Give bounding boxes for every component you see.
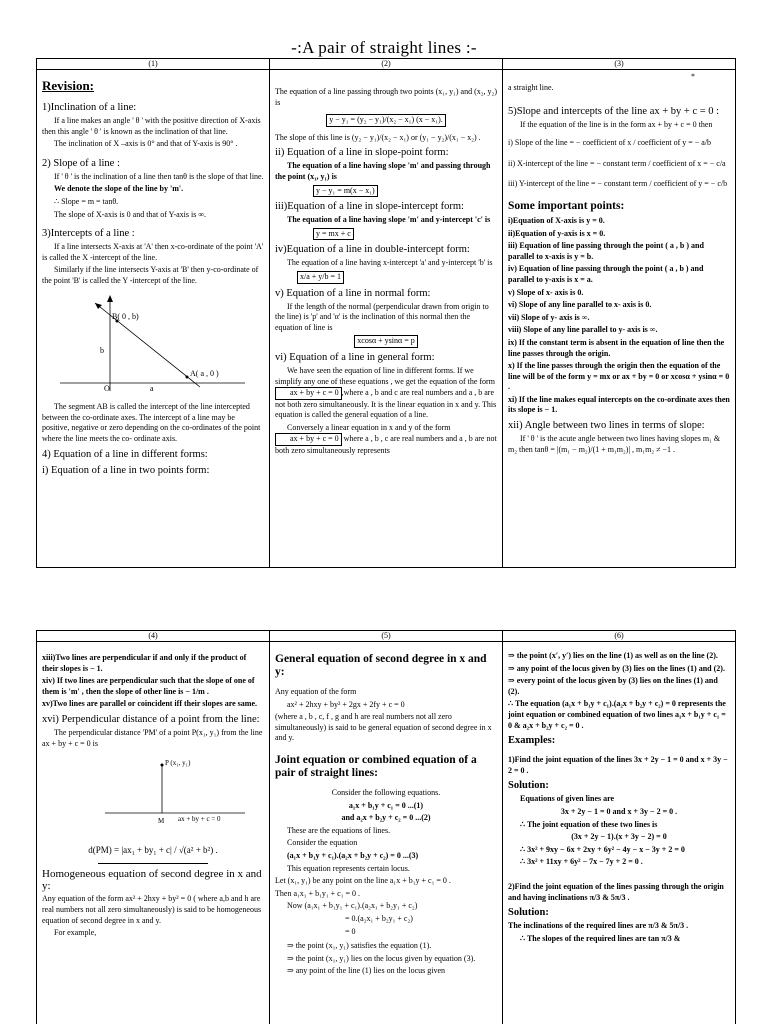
point-item: viii) Slope of any line parallel to y- axis is ∞. <box>508 325 658 335</box>
formula-double-intercept: x/a + y/b = 1 <box>297 271 344 284</box>
point-item: ii)Equation of y-axis is x = 0. <box>508 228 606 238</box>
equation: a₁x + b₁y + c₁ = 0 ...(1) <box>348 800 424 810</box>
point-a <box>186 375 189 378</box>
text: ⇒ every point of the locus given by (3) lies on the lines (1) and (2). <box>508 676 718 696</box>
text: The equation of a line having slope 'm' and y-intercept 'c' is <box>287 215 491 225</box>
label-b-point: B( 0 , b) <box>112 311 139 321</box>
point-item: ix) If the constant term is absent in the equation of line then the line passes through the origin. <box>508 337 725 358</box>
heading-general-form: vi) Equation of a line in general form: <box>275 351 435 363</box>
heading-joint-equation: Joint equation or combined equation of a pair of straight lines: <box>275 753 477 779</box>
heading-perpendicular-distance: xvi) Perpendicular distance of a point from the line: <box>42 713 260 725</box>
text: 3x + 2y − 1 = 0 and x + 3y − 2 = 0 . <box>560 806 678 816</box>
text: (where a , b , c, f , g and h are real numbers not all zero simultaneously) is said to be general equation of second degree in x and y. <box>275 712 492 743</box>
column-number: (4) <box>37 631 270 641</box>
label-b: b <box>100 345 104 355</box>
column-4 <box>37 642 270 1024</box>
column-number: (3) <box>614 59 624 68</box>
perpendicular-diagram <box>50 755 250 835</box>
text: The equation of a line passing through two points (x₁, y₁) and (x₂, y₂) is <box>275 87 498 107</box>
heading-solution-2: Solution: <box>508 907 549 919</box>
point-item: xv)Two lines are parallel or coincident iff their slopes are same. <box>42 699 258 709</box>
text: If a line makes an angle ' θ ' with the positive direction of X-axis then this angle ' θ ' is known as the inclination of that line. <box>42 116 261 136</box>
text: If the length of the normal (perpendicular drawn from origin to the line) is 'p' and 'α' is the inclination of this normal then the equation of line is <box>275 301 489 332</box>
text: Then a₁x₁ + b₁y₁ + c₁ = 0 . <box>275 888 361 898</box>
heading-double-intercept: iv)Equation of a line in double-intercept form: <box>275 244 470 256</box>
heading-slope: 2) Slope of a line : <box>42 157 120 169</box>
text: The slope of X-axis is 0 and that of Y-axis is ∞. <box>54 209 207 219</box>
formula-normal: xcosα + ysinα = p <box>354 335 417 348</box>
text: Consider the equation <box>287 838 358 848</box>
intercept-line <box>95 303 200 387</box>
text: If ' θ ' is the acute angle between two lines having slopes m₁ & m₂ then tanθ = |(m₁ − m₂)/(1 + m₁m₂)| , m₁m₂ ≠ −1 . <box>508 434 721 454</box>
column-number: (2) <box>270 59 503 69</box>
example-2: 2)Find the joint equation of the lines passing through the origin and having inclinations π/3 & 5π/3 . <box>508 881 724 902</box>
heading-homogeneous: Homogeneous equation of second degree in x and y: <box>42 868 262 893</box>
heading-general-second-degree: General equation of second degree in x and y: <box>275 653 487 678</box>
text: ⇒ any point of the line (1) lies on the locus given <box>287 966 446 976</box>
text: ∴ 3x² + 9xy − 6x + 2xy + 6y² − 4y − x − 3y + 2 = 0 <box>520 844 685 854</box>
text: ⇒ the point (x′, y′) lies on the line (1) as well as on the line (2). <box>508 651 718 660</box>
equation: and a₂x + b₂y + c₂ = 0 ...(2) <box>341 813 431 823</box>
text: We denote the slope of the line by 'm'. <box>54 184 184 194</box>
point-item: iii) Equation of line passing through the point ( a , b ) and parallel to x-axis is y = b. <box>508 241 704 261</box>
point-item: vii) Slope of y- axis is ∞. <box>508 312 590 322</box>
text: ∴ The slopes of the required lines are tan π/3 & <box>520 933 681 943</box>
column-number: (1) <box>37 59 270 69</box>
text <box>275 423 497 457</box>
intercept-figure <box>50 293 264 397</box>
revision-heading: Revision: <box>42 78 94 93</box>
text: Any equation of the form <box>275 687 357 696</box>
point-p <box>161 764 164 767</box>
column-2 <box>270 70 503 567</box>
page-title: -:A pair of straight lines :- <box>291 38 477 57</box>
text: ∴ Slope = m = tanθ. <box>54 196 119 206</box>
example-1: 1)Find the joint equation of the lines 3x + 2y − 1 = 0 and x + 3y − 2 = 0 . <box>508 755 728 775</box>
text: ∴ 3x² + 11xy + 6y² − 7x − 7y + 2 = 0 . <box>520 857 643 867</box>
sheet-top <box>36 58 736 568</box>
heading-important-points: Some important points: <box>508 199 625 212</box>
text: If a line intersects X-axis at 'A' then x-co-ordinate of the point 'A' is called the X -intercept of the line. <box>42 242 264 262</box>
label-p: P (x₁, y₁) <box>165 759 191 768</box>
label-a-point: A( a , 0 ) <box>190 368 219 378</box>
column-3 <box>503 70 735 567</box>
heading-equation-forms: 4) Equation of a line in different forms: <box>42 448 208 460</box>
column-1 <box>37 70 270 567</box>
text: iii) Y-intercept of the line = − constant term / coefficient of y = − c/b <box>508 179 728 189</box>
formula-two-point: y − y₁ = (y₂ − y₁)/(x₂ − x₁) (x − x₁). <box>326 114 446 127</box>
heading-two-points: i) Equation of a line in two points form: <box>42 464 210 476</box>
text: The equation of a line having x-intercept 'a' and y-intercept 'b' is <box>287 258 493 268</box>
column-number: (5) <box>270 631 503 641</box>
label-m: M <box>158 817 165 826</box>
text: If ' θ ' is the inclination of a line then tanθ is the slope of that line. <box>54 171 264 181</box>
text: Now (a₁x₁ + b₁y₁ + c₁).(a₂x₁ + b₂y₁ + c₂) <box>287 901 418 911</box>
column-number: (6) <box>614 631 624 640</box>
text: ⇒ any point of the locus given by (3) lies on the lines (1) and (2). <box>508 663 725 673</box>
text: The perpendicular distance 'PM' of a point P(x₁, y₁) from the line ax + by + c = 0 is <box>42 727 263 748</box>
text: ∴ The joint equation of these two lines is <box>520 819 658 829</box>
formula-slope-point: y − y₁ = m(x − x₁) <box>313 185 378 198</box>
text: The equation of a line having slope 'm' and passing through the point (x₁, y₁) is <box>275 161 491 181</box>
perpendicular-figure <box>50 755 264 839</box>
text: ∴ The equation (a₁x + b₁y + c₁).(a₂x + b₂y + c₂) = 0 represents the joint equation or combined equation of two lines a₁x + b₁y + c₁ = 0 & a₂x + b₂y + c₂ = 0 . <box>508 699 726 730</box>
point-item: v) Slope of x- axis is 0. <box>508 287 584 297</box>
heading-inclination: 1)Inclination of a line: <box>42 102 137 113</box>
point-item: i)Equation of X-axis is y = 0. <box>508 215 605 225</box>
star-mark: * <box>691 72 695 81</box>
text: = 0 <box>345 926 356 936</box>
intercept-diagram <box>50 293 250 393</box>
label-line-eq: ax + by + c = 0 <box>178 815 221 824</box>
point-item: xi) If the line makes equal intercepts on the co-ordinate axes then its slope is − 1. <box>508 394 730 415</box>
text: Similarly if the line intersects Y-axis at 'B' then y-co-ordinate of the point 'B' is called the Y -intercept of the line. <box>42 265 259 285</box>
text: ⇒ the point (x₁, y₁) lies on the locus given by equation (3). <box>287 953 476 963</box>
equation: (a₁x + b₁y + c₁).(a₂x + b₂y + c₂) = 0 ...(3) <box>287 850 419 860</box>
heading-normal-form: v) Equation of a line in normal form: <box>275 287 431 299</box>
formula-general-2: ax + by + c = 0 <box>275 433 342 446</box>
text: We have seen the equation of line in different forms. If we simplify any one of these equations , we get the equation of the form <box>275 365 495 386</box>
sheet-bottom <box>36 630 736 1024</box>
text: Equations of given lines are <box>520 794 615 804</box>
heading-intercepts: 3)Intercepts of a line : <box>42 228 135 240</box>
text: For example, <box>54 928 97 938</box>
heading-angle: xii) Angle between two lines in terms of slope: <box>508 420 705 432</box>
text <box>275 366 497 421</box>
text: The slope of this line is (y₂ − y₁)/(x₂ − x₁) or (y₁ − y₂)/(x₁ − x₂) . <box>275 132 481 142</box>
formula-general-second: ax² + 2hxy + by² + 2gx + 2fy + c = 0 <box>287 699 405 709</box>
point-item: x) If the line passes through the origin then the equation of the line will be of the form y = mx or ax + by = 0 or xcosα + ysinα = 0 . <box>508 361 730 392</box>
text: If the equation of the line is in the form ax + by + c = 0 then <box>520 119 713 129</box>
formula-slope-intercept: y = mx + c <box>313 228 354 241</box>
text: The inclination of X –axis is 0° and that of Y-axis is 90° . <box>54 139 238 149</box>
text: ⇒ the point (x₁, y₁) satisfies the equation (1). <box>287 941 432 951</box>
text: The inclinations of the required lines are π/3 & 5π/3 . <box>508 921 689 931</box>
text: Consider the following equations. <box>331 787 441 797</box>
text: a straight line. <box>508 83 554 92</box>
label-origin: O <box>104 383 110 393</box>
text: ii) X-intercept of the line = − constant term / coefficient of x = − c/a <box>508 158 726 168</box>
heading-slope-point: ii) Equation of a line in slope-point form: <box>275 147 449 159</box>
point-item: xiii)Two lines are perpendicular if and only if the product of their slopes is − 1. <box>42 653 247 673</box>
text: This equation represents certain locus. <box>287 863 410 873</box>
formula-distance: d(PM) = |ax₁ + by₁ + c| / √(a² + b²) . <box>88 844 218 855</box>
text: i) Slope of the line = − coefficient of x / coefficient of y = − a/b <box>508 138 712 148</box>
text: The segment AB is called the intercept of the line intercepted between the co-ordinate axes. The intercept of a line may be positive, negative or zero depending on the co-ordinates of the point where the line meets the co- ordinate axis. <box>42 402 261 443</box>
text: where a , b , c are real numbers and a , b are not both zero simultaneously represents <box>275 434 497 456</box>
column-header-row <box>37 59 735 70</box>
column-6 <box>503 642 735 1024</box>
heading-solution: Solution: <box>508 780 549 792</box>
divider <box>98 863 208 864</box>
point-item: iv) Equation of line passing through the point ( a , b ) and parallel to y-axis is x = a. <box>508 264 704 284</box>
text: Let (x₁, y₁) be any point on the line a₁x + b₁y + c₁ = 0 . <box>275 876 451 886</box>
text: (3x + 2y − 1).(x + 3y − 2) = 0 <box>571 832 667 842</box>
formula-general: ax + by + c = 0 <box>275 387 342 400</box>
column-5 <box>270 642 503 1024</box>
point-item: xiv) If two lines are perpendicular such that the slope of one of them is 'm' , then the slope of other line is − 1/m . <box>42 676 255 696</box>
text: Any equation of the form ax² + 2hxy + by² = 0 ( where a,b and h are real numbers not all zero simultaneously) is said to be homogeneous equation of second degree in x and y. <box>42 894 262 925</box>
text: = 0.(a₂x₁ + b₂y₁ + c₂) <box>345 913 413 923</box>
text: ,where a , b and c are real numbers and a , b are not both zero simultaneously. It is the linear equation in x and y. This equation is called the general equation of a line. <box>275 388 497 420</box>
heading-examples: Examples: <box>508 735 556 747</box>
heading-slope-intercept: iii)Equation of a line in slope-intercept form: <box>275 201 464 213</box>
label-a: a <box>150 383 154 393</box>
column-header-row <box>37 631 735 642</box>
text: Conversely a linear equation in x and y of the form <box>287 422 451 432</box>
heading-slope-intercepts: 5)Slope and intercepts of the line ax + by + c = 0 : <box>508 105 720 117</box>
point-item: vi) Slope of any line parallel to x- axis is 0. <box>508 300 652 310</box>
text: These are the equations of lines. <box>287 825 391 835</box>
y-axis-arrow <box>107 295 113 302</box>
